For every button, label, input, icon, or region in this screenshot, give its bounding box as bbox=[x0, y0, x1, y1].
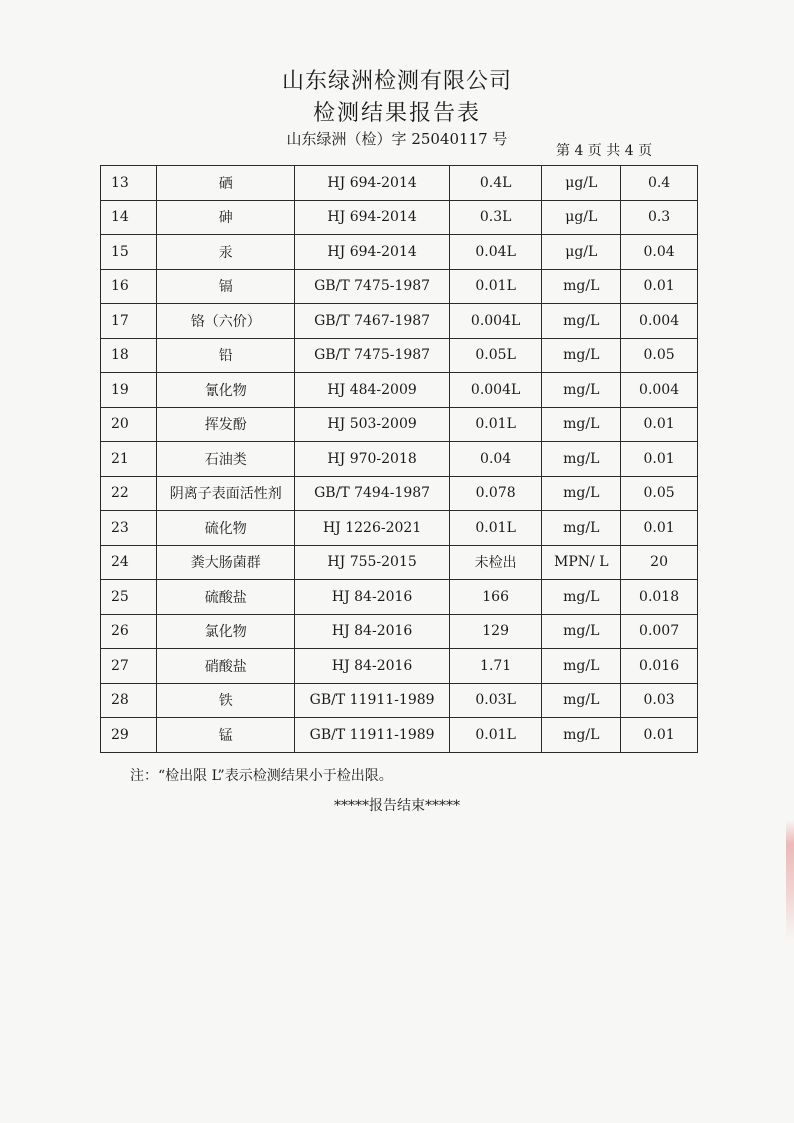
table-row bbox=[101, 545, 698, 580]
test-result-cell: 0.004L bbox=[449, 304, 542, 339]
test-method-cell: GB/T 7475-1987 bbox=[295, 338, 449, 373]
test-result-cell: 0.4L bbox=[449, 166, 542, 201]
detection-limit-cell: 0.4 bbox=[621, 166, 698, 201]
test-item-cell: 汞 bbox=[157, 235, 295, 270]
test-item-cell: 镉 bbox=[157, 269, 295, 304]
detection-limit-cell: 0.01 bbox=[621, 269, 698, 304]
test-result-cell: 0.05L bbox=[449, 338, 542, 373]
row-number-cell: 20 bbox=[101, 407, 157, 442]
test-result-cell: 0.01L bbox=[449, 407, 542, 442]
table-row bbox=[101, 683, 698, 718]
test-method-cell: GB/T 7475-1987 bbox=[295, 269, 449, 304]
test-method-cell: HJ 755-2015 bbox=[295, 545, 449, 580]
test-item-cell: 砷 bbox=[157, 200, 295, 235]
unit-cell: μg/L bbox=[542, 200, 621, 235]
detection-limit-cell: 0.018 bbox=[621, 580, 698, 615]
unit-cell: mg/L bbox=[542, 304, 621, 339]
detection-limit-cell: 20 bbox=[621, 545, 698, 580]
test-item-cell: 硝酸盐 bbox=[157, 649, 295, 684]
row-number-cell: 24 bbox=[101, 545, 157, 580]
test-item-cell: 铁 bbox=[157, 683, 295, 718]
table-row bbox=[101, 614, 698, 649]
test-result-cell: 0.04L bbox=[449, 235, 542, 270]
test-method-cell: GB/T 11911-1989 bbox=[295, 683, 449, 718]
table-row bbox=[101, 338, 698, 373]
row-number-cell: 19 bbox=[101, 373, 157, 408]
unit-cell: mg/L bbox=[542, 338, 621, 373]
test-method-cell: GB/T 11911-1989 bbox=[295, 718, 449, 753]
end-of-report-mark: *****报告结束***** bbox=[334, 798, 460, 814]
unit-cell: mg/L bbox=[542, 649, 621, 684]
test-result-cell: 0.01L bbox=[449, 718, 542, 753]
test-item-cell: 铅 bbox=[157, 338, 295, 373]
row-number-cell: 22 bbox=[101, 476, 157, 511]
test-method-cell: HJ 84-2016 bbox=[295, 580, 449, 615]
detection-limit-cell: 0.01 bbox=[621, 511, 698, 546]
table-row bbox=[101, 269, 698, 304]
table-row bbox=[101, 235, 698, 270]
row-number-cell: 28 bbox=[101, 683, 157, 718]
test-method-cell: GB/T 7467-1987 bbox=[295, 304, 449, 339]
test-item-cell: 硒 bbox=[157, 166, 295, 201]
row-number-cell: 29 bbox=[101, 718, 157, 753]
detection-limit-cell: 0.016 bbox=[621, 649, 698, 684]
test-item-cell: 石油类 bbox=[157, 442, 295, 477]
test-item-cell: 氰化物 bbox=[157, 373, 295, 408]
test-result-cell: 0.078 bbox=[449, 476, 542, 511]
test-result-cell: 129 bbox=[449, 614, 542, 649]
unit-cell: μg/L bbox=[542, 235, 621, 270]
test-method-cell: HJ 694-2014 bbox=[295, 166, 449, 201]
row-number-cell: 15 bbox=[101, 235, 157, 270]
row-number-cell: 25 bbox=[101, 580, 157, 615]
unit-cell: mg/L bbox=[542, 442, 621, 477]
test-method-cell: HJ 503-2009 bbox=[295, 407, 449, 442]
test-method-cell: HJ 84-2016 bbox=[295, 614, 449, 649]
unit-cell: MPN/ L bbox=[542, 545, 621, 580]
detection-limit-cell: 0.04 bbox=[621, 235, 698, 270]
unit-cell: mg/L bbox=[542, 373, 621, 408]
unit-cell: mg/L bbox=[542, 407, 621, 442]
row-number-cell: 27 bbox=[101, 649, 157, 684]
detection-limit-cell: 0.03 bbox=[621, 683, 698, 718]
table-row bbox=[101, 649, 698, 684]
test-method-cell: HJ 694-2014 bbox=[295, 200, 449, 235]
row-number-cell: 13 bbox=[101, 166, 157, 201]
unit-cell: mg/L bbox=[542, 511, 621, 546]
detection-limit-cell: 0.01 bbox=[621, 442, 698, 477]
test-item-cell: 锰 bbox=[157, 718, 295, 753]
detection-limit-cell: 0.004 bbox=[621, 304, 698, 339]
results-table bbox=[100, 165, 698, 753]
test-method-cell: HJ 970-2018 bbox=[295, 442, 449, 477]
test-result-cell: 166 bbox=[449, 580, 542, 615]
table-row bbox=[101, 200, 698, 235]
detection-limit-cell: 0.01 bbox=[621, 718, 698, 753]
row-number-cell: 17 bbox=[101, 304, 157, 339]
footnote: 注：“检出限 L”表示检测结果小于检出限。 bbox=[130, 768, 393, 784]
table-row bbox=[101, 580, 698, 615]
unit-cell: mg/L bbox=[542, 683, 621, 718]
unit-cell: mg/L bbox=[542, 476, 621, 511]
detection-limit-cell: 0.3 bbox=[621, 200, 698, 235]
test-method-cell: GB/T 7494-1987 bbox=[295, 476, 449, 511]
row-number-cell: 18 bbox=[101, 338, 157, 373]
test-item-cell: 硫化物 bbox=[157, 511, 295, 546]
report-title: 检测结果报告表 bbox=[312, 101, 481, 126]
table-row bbox=[101, 373, 698, 408]
detection-limit-cell: 0.05 bbox=[621, 338, 698, 373]
detection-limit-cell: 0.05 bbox=[621, 476, 698, 511]
table-row bbox=[101, 166, 698, 201]
test-result-cell: 0.04 bbox=[449, 442, 542, 477]
table-row bbox=[101, 476, 698, 511]
company-name: 山东绿洲检测有限公司 bbox=[281, 69, 512, 94]
table-row bbox=[101, 511, 698, 546]
test-result-cell: 0.03L bbox=[449, 683, 542, 718]
test-result-cell: 未检出 bbox=[449, 545, 542, 580]
row-number-cell: 26 bbox=[101, 614, 157, 649]
row-number-cell: 23 bbox=[101, 511, 157, 546]
table-row bbox=[101, 407, 698, 442]
seal-stamp-edge bbox=[786, 820, 794, 940]
detection-limit-cell: 0.007 bbox=[621, 614, 698, 649]
unit-cell: mg/L bbox=[542, 269, 621, 304]
test-result-cell: 0.01L bbox=[449, 511, 542, 546]
test-result-cell: 1.71 bbox=[449, 649, 542, 684]
test-item-cell: 阴离子表面活性剂 bbox=[157, 476, 295, 511]
detection-limit-cell: 0.01 bbox=[621, 407, 698, 442]
test-method-cell: HJ 484-2009 bbox=[295, 373, 449, 408]
test-method-cell: HJ 1226-2021 bbox=[295, 511, 449, 546]
test-result-cell: 0.3L bbox=[449, 200, 542, 235]
table-row bbox=[101, 442, 698, 477]
results-table-body bbox=[101, 166, 698, 753]
test-item-cell: 粪大肠菌群 bbox=[157, 545, 295, 580]
test-method-cell: HJ 84-2016 bbox=[295, 649, 449, 684]
table-row bbox=[101, 304, 698, 339]
row-number-cell: 21 bbox=[101, 442, 157, 477]
unit-cell: mg/L bbox=[542, 580, 621, 615]
unit-cell: mg/L bbox=[542, 718, 621, 753]
row-number-cell: 16 bbox=[101, 269, 157, 304]
report-number: 山东绿洲（检）字 25040117 号 bbox=[286, 130, 508, 148]
test-item-cell: 铬（六价） bbox=[157, 304, 295, 339]
test-result-cell: 0.01L bbox=[449, 269, 542, 304]
table-row bbox=[101, 718, 698, 753]
row-number-cell: 14 bbox=[101, 200, 157, 235]
page-number: 第 4 页 共 4 页 bbox=[556, 143, 653, 159]
test-item-cell: 氯化物 bbox=[157, 614, 295, 649]
test-item-cell: 挥发酚 bbox=[157, 407, 295, 442]
unit-cell: mg/L bbox=[542, 614, 621, 649]
test-item-cell: 硫酸盐 bbox=[157, 580, 295, 615]
test-result-cell: 0.004L bbox=[449, 373, 542, 408]
unit-cell: μg/L bbox=[542, 166, 621, 201]
test-method-cell: HJ 694-2014 bbox=[295, 235, 449, 270]
detection-limit-cell: 0.004 bbox=[621, 373, 698, 408]
